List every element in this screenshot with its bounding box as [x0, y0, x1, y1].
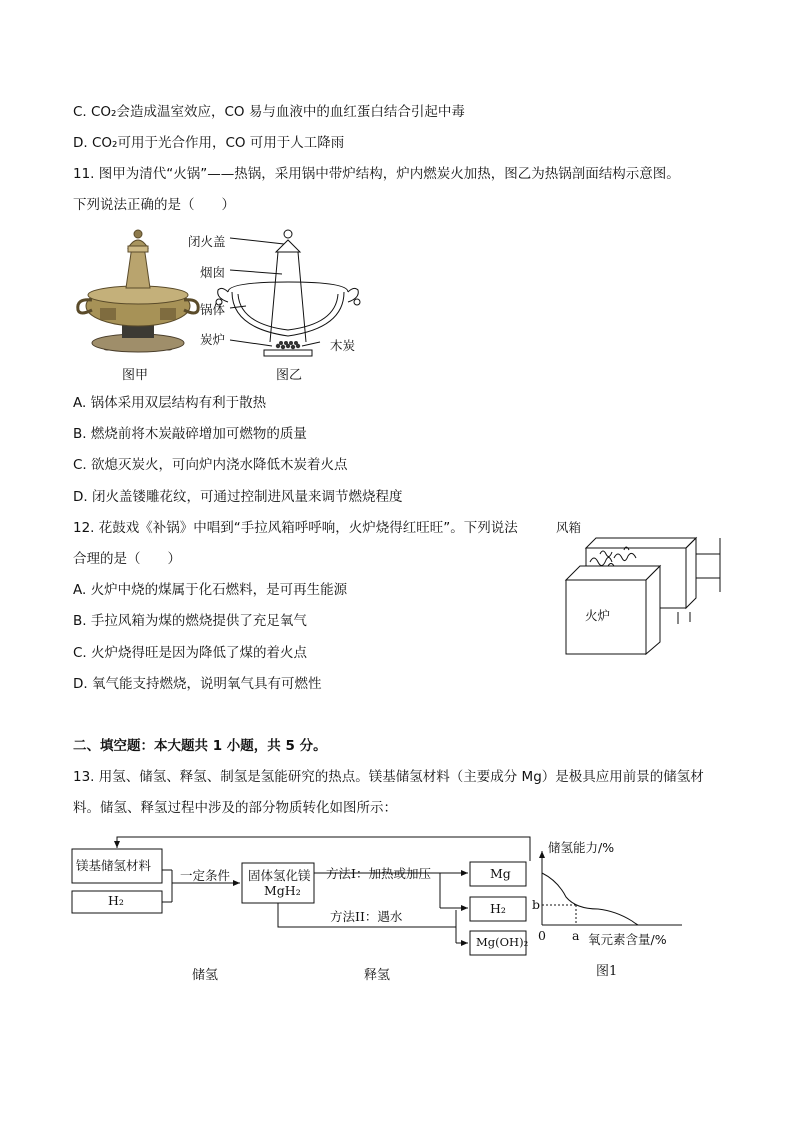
- q12-option-a: A. 火炉中烧的煤属于化石燃料，是可再生能源: [73, 582, 348, 598]
- label-furnace: 火炉: [585, 608, 611, 623]
- graph-tick-b: b: [532, 897, 541, 912]
- label-pot-body: 锅体: [200, 302, 226, 317]
- hotpot-photo: [78, 230, 198, 352]
- q11-stem-line1: 11. 图甲为清代“火锅”——热锅，采用锅中带炉结构，炉内燃炭火加热，图乙为热锅剖面结构示意图。: [73, 166, 680, 182]
- graph-y-label: 储氢能力/%: [548, 840, 615, 855]
- label-stove: 炭炉: [200, 332, 226, 347]
- flow-method2-label: 方法II：遇水: [330, 909, 403, 924]
- flow-material-label: 镁基储氢材料: [76, 858, 152, 873]
- q11-option-c: C. 欲熄灭炭火，可向炉内浇水降低木炭着火点: [73, 457, 348, 473]
- section-heading: 二、填空题：本大题共 1 小题，共 5 分。: [73, 738, 327, 754]
- q10-option-d: D. CO₂可用于光合作用，CO 可用于人工降雨: [73, 135, 345, 151]
- q12-option-b: B. 手拉风箱为煤的燃烧提供了充足氧气: [73, 613, 307, 629]
- q10-option-c: C. CO₂会造成温室效应，CO 易与血液中的血红蛋白结合引起中毒: [73, 104, 465, 120]
- caption-figure-b: 图乙: [276, 368, 303, 383]
- graph-tick-a: a: [572, 928, 580, 943]
- q13-stem-line1: 13. 用氢、储氢、释氢、制氢是氢能研究的热点。镁基储氢材料（主要成分 Mg）是极具应用前景的储氢材: [73, 769, 704, 785]
- q12-stem-line1: 12. 花鼓戏《补锅》中唱到“手拉风箱呼呼响，火炉烧得红旺旺”。下列说法: [73, 520, 518, 536]
- caption-release: 释氢: [364, 968, 391, 983]
- label-chimney: 烟囱: [200, 265, 226, 280]
- flow-mg-out-label: Mg: [490, 866, 511, 881]
- label-lid: 闭火盖: [188, 234, 226, 249]
- q13-stem-line2: 料。储氢、释氢过程中涉及的部分物质转化如图所示：: [73, 800, 397, 816]
- label-charcoal: 木炭: [330, 338, 356, 353]
- q12-stem-line2: 合理的是（ ）: [73, 551, 181, 567]
- flow-mgh2-line1: 固体氢化镁: [248, 868, 311, 883]
- flow-h2-out-label: H₂: [490, 901, 506, 916]
- furnace-box: [566, 566, 660, 654]
- q12-option-c: C. 火炉烧得旺是因为降低了煤的着火点: [73, 645, 308, 661]
- flow-method1-label: 方法I：加热或加压: [326, 866, 431, 881]
- flow-condition-label: 一定条件: [180, 868, 231, 883]
- flow-h2-in-label: H₂: [108, 893, 124, 908]
- q11-option-a: A. 锅体采用双层结构有利于散热: [73, 395, 267, 411]
- caption-store: 储氢: [192, 968, 219, 983]
- label-bellows: 风箱: [556, 520, 582, 535]
- flow-mgh2-line2: MgH₂: [264, 883, 301, 898]
- fire-flames: [590, 547, 636, 569]
- caption-figure-a: 图甲: [122, 368, 149, 383]
- graph-curve: [542, 873, 638, 925]
- q11-stem-line2: 下列说法正确的是（ ）: [73, 197, 235, 213]
- q11-option-d: D. 闭火盖镂雕花纹，可通过控制进风量来调节燃烧程度: [73, 489, 403, 505]
- graph-origin-label: 0: [538, 928, 546, 943]
- graph-x-label: 氧元素含量/%: [588, 932, 667, 947]
- storage-capacity-graph: [532, 845, 692, 935]
- flow-mgoh2-out-label: Mg(OH)₂: [476, 935, 529, 949]
- q12-option-d: D. 氧气能支持燃烧，说明氧气具有可燃性: [73, 676, 322, 692]
- q11-option-b: B. 燃烧前将木炭敲碎增加可燃物的质量: [73, 426, 307, 442]
- graph-caption: 图1: [596, 964, 618, 979]
